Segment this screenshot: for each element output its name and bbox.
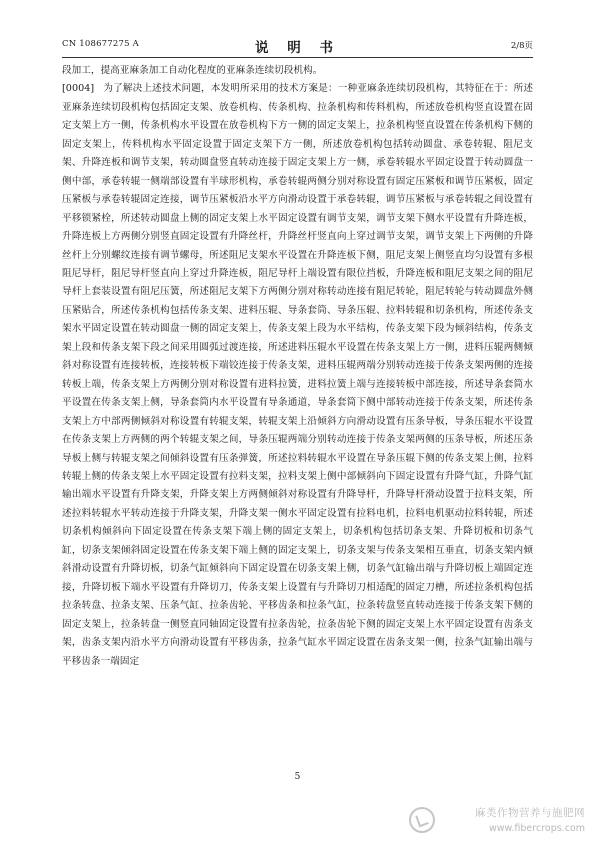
document-title: 说 明 书 <box>255 40 340 56</box>
watermark-url: www.fibercrops.com <box>488 823 585 834</box>
leaf-logo-icon <box>409 807 435 833</box>
header-divider <box>62 57 533 58</box>
paragraph-0004 <box>62 80 533 671</box>
page-number: 5 <box>294 772 301 782</box>
description-body <box>62 62 533 671</box>
watermark-title: 麻类作物营养与施肥网 <box>475 807 585 819</box>
patent-number: CN 108677275 A <box>62 39 139 49</box>
page-indicator: 2/8页 <box>510 41 533 51</box>
paragraph-number: [0004] <box>62 83 95 95</box>
paragraph-text: 为了解决上述技术问题，本发明所采用的技术方案是：一种亚麻条连续切段机构，其特征在于：所述亚麻条连续切段机构包括固定支架、放卷机构、传条机构、拉条机构和传料机构，所述放卷机构竖直设置在固定支架上方一侧，传条机构水平设置在放卷机构下方一侧的固定支架上，拉条机构竖直设置在传条机构下侧的固定支架上，传料机构水平固定设置于固定支架下方一侧，所述放卷机构包括转动圆盘、承卷转辊、阻尼支架、升降连板和调节支架，转动圆盘竖直转动连接于固定支架上方一侧，承卷转辊水平固定设置于转动圆盘一侧中部，承卷转辊一侧端部设置有半球形机构，承卷转辊两侧分别对称设置有固定压紧板和调节压紧板，固定压紧板与承卷转辊固定连接，调节压紧板沿水平方向滑动设置于承卷转辊，调节压紧板与承卷转辊之间设置有平移锁紧栓，所述转动圆盘上侧的固定支架上水平固定设置有调节支架，调节支架下侧水平设置有升降连板，升降连板上方两侧分别竖直固定设置有升降丝杆，升降丝杆竖直向上穿过调节支架，调节支架上下两侧的升降丝杆上分别螺纹连接有调节螺母，所述阻尼支架水平设置在升降连板下侧，阻尼支架上侧竖直均匀设置有多根阻尼导杆，阻尼导杆竖直向上穿过升降连板，阻尼导杆上端设置有限位挡板，升降连板和阻尼支架之间的阻尼导杆上套装设置有阻尼压簧，所述阻尼支架下方两侧分别对称转动连接有阻尼转轮，阻尼转轮与转动圆盘外侧压紧贴合，所述传条机构包括传条支架、进料压辊、导条套筒、导条压辊、拉料转辊和切条机构，所述传条支架水平固定设置在转动圆盘一侧的固定支架上，传条支架上段为水平结构，传条支架下段为倾斜结构，传条支架上段和传条支架下段之间采用圆弧过渡连接，所述进料压辊水平设置在传条支架上方一侧，进料压辊两侧倾斜对称设置有连接转板，连接转板下端铰连接于传条支架，进料压辊两端分别转动连接于传条支架两侧的连接转板上端，传条支架上方两侧分别对称设置有进料拉簧，进料拉簧上端与连接转板中部连接，所述导条套筒水平设置在传条支架上侧，导条套筒内水平设置有导条通道，导条套筒下侧中部转动连接于传条支架，所述传条支架上方中部两侧倾斜对称设置有转辊支架，转辊支架上沿倾斜方向滑动设置有压条导板，导条压辊水平设置在传条支架上方两侧的两个转辊支架之间，导条压辊两端分别转动连接于传条支架两侧的压条导板，所述压条导板上侧与转辊支架之间倾斜设置有压条弹簧，所述拉料转辊水平设置在导条压辊下侧的传条支架上侧，拉料转辊上侧的传条支架上水平固定设置有拉料支架，拉料支架上侧中部倾斜向下固定设置有升降气缸，升降气缸输出端水平设置有升降支架，升降支架上方两侧倾斜对称设置有升降导杆，升降导杆滑动设置于拉料支架，所述拉料转辊水平转动连接于升降支架，升降支架一侧水平固定设置有拉料电机，拉料电机驱动拉料转辊，所述切条机构倾斜向下固定设置在传条支架下端上侧的固定支架上，切条机构包括切条支架、升降切板和切条气缸，切条支架倾斜固定设置在传条支架下端上侧的固定支架上，切条支架与传条支架相互垂直，切条支架内倾斜滑动设置有升降切板，切条气缸倾斜向下固定设置在切条支架上侧，切条气缸输出端与升降切板上端固定连接，升降切板下端水平设置有升降切刀，传条支架上设置有与升降切刀相适配的固定刀槽，所述拉条机构包括拉条转盘、拉条支架、压条气缸、拉条齿轮、平移齿条和拉条气缸，拉条转盘竖直转动连接于传条支架下侧的固定支架上，拉条转盘一侧竖直同轴固定设置有拉条齿轮，拉条齿轮下侧的固定支架上水平固定设置有齿条支架，齿条支架内沿水平方向滑动设置有平移齿条，拉条气缸水平固定设置在齿条支架一侧，拉条气缸输出端与平移齿条一端固定 <box>62 83 533 667</box>
intro-line: 段加工，提高亚麻条加工自动化程度的亚麻条连续切段机构。 <box>62 65 323 76</box>
page-header <box>62 36 533 54</box>
site-watermark <box>475 805 585 834</box>
